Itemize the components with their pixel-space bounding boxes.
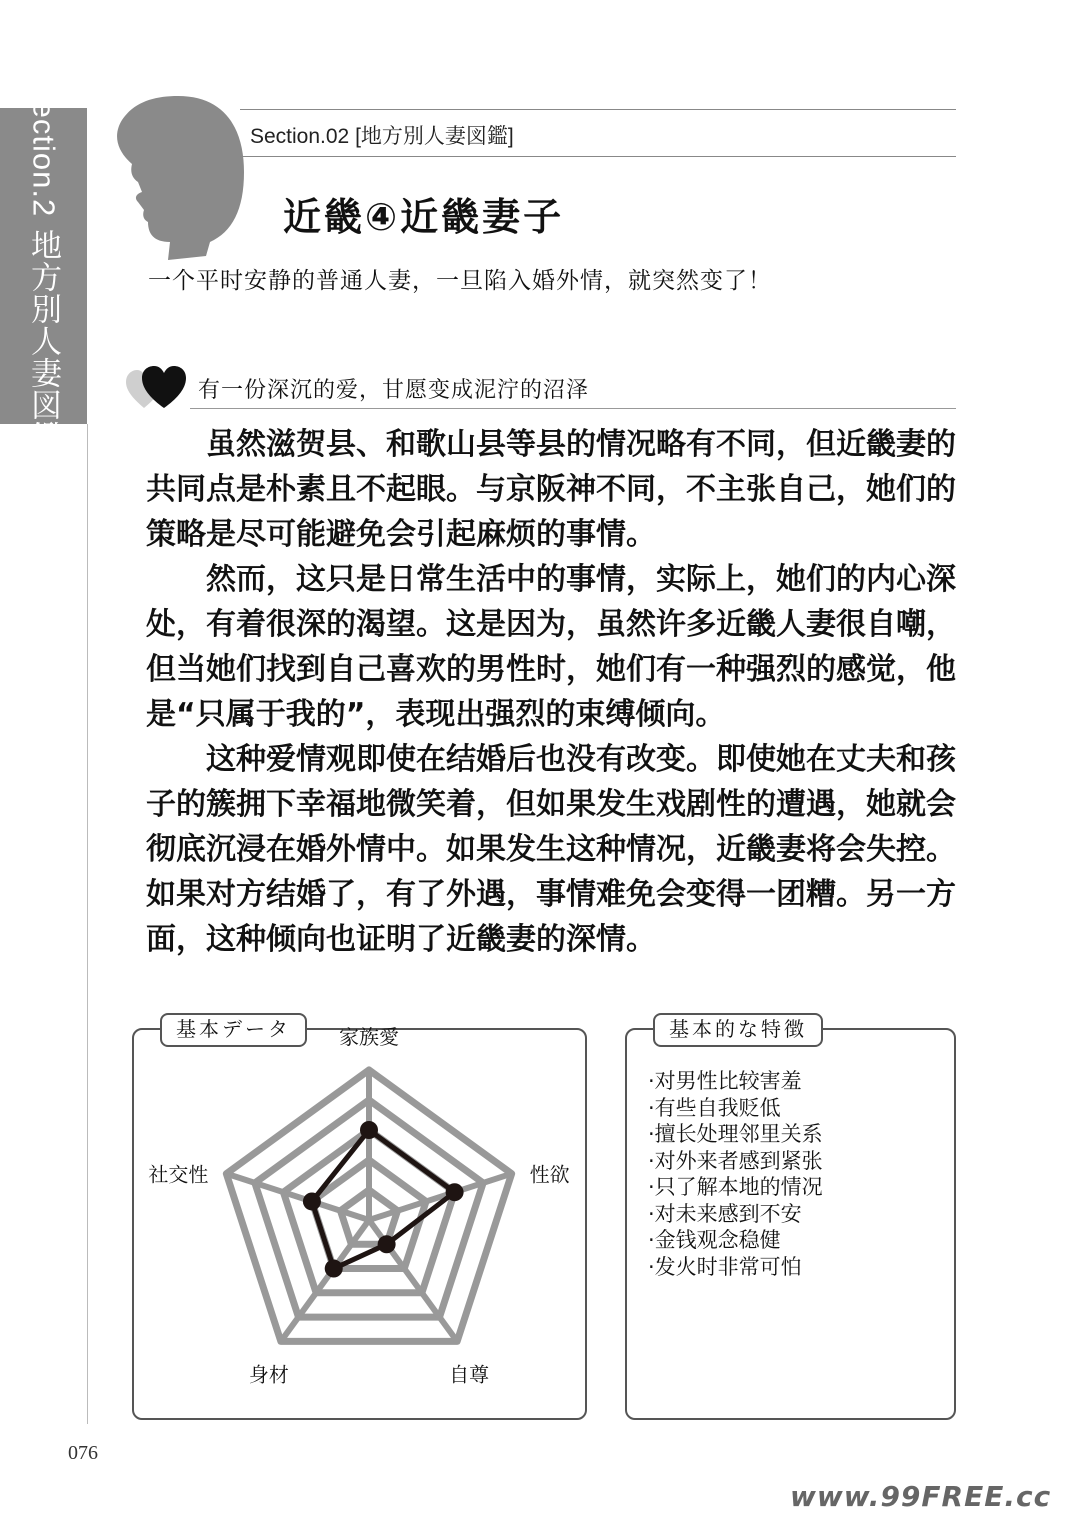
radar-data-point: [360, 1121, 378, 1139]
body-text: [146, 422, 964, 962]
feature-item: ·对男性比较害羞: [648, 1069, 802, 1093]
feature-item: ·发火时非常可怕: [648, 1254, 802, 1279]
radar-axis-label: 家族愛: [339, 1025, 399, 1049]
paragraph: 虽然滋贺县、和歌山县等县的情况略有不同，但近畿妻的共同点是朴素且不起眼。与京阪神不同，不主张自己，她们的策略是尽可能避免会引起麻烦的事情。: [146, 427, 956, 552]
margin-rule: [87, 424, 88, 1424]
radar-data-point: [325, 1260, 343, 1278]
header-rule-top: [240, 109, 956, 110]
page-title: 近畿④近畿妻子: [283, 195, 565, 239]
feature-item: ·擅长处理邻里关系: [648, 1122, 823, 1146]
side-tab-text: [0, 78, 87, 454]
radar-data-point: [378, 1235, 396, 1253]
hearts-icon: [124, 364, 188, 410]
radar-data-point: [303, 1192, 321, 1210]
page-number: 076: [68, 1442, 98, 1464]
feature-item: ·只了解本地的情况: [648, 1175, 823, 1199]
woman-silhouette-icon: [108, 92, 248, 262]
radar-axis-label: 社交性: [148, 1162, 209, 1187]
side-tab-title: 地方別人妻図鑑: [26, 229, 61, 454]
subheading: 有一份深沉的爱，甘愿变成泥泞的沼泽: [198, 378, 590, 403]
features-list: [648, 1068, 823, 1280]
subtitle: 一个平时安静的普通人妻，一旦陷入婚外情，就突然变了！: [148, 268, 772, 294]
feature-item: ·金钱观念稳健: [648, 1228, 781, 1252]
feature-item: ·对外来者感到紧张: [648, 1148, 823, 1173]
watermark: www.99FREE.cc: [790, 1480, 1052, 1513]
feature-item: ·对未来感到不安: [648, 1201, 802, 1226]
radar-axis-label: 自尊: [449, 1362, 490, 1387]
paragraph: 然而，这只是日常生活中的事情，实际上，她们的内心深处，有着很深的渴望。这是因为，虽然许多近畿人妻很自嘲，但当她们找到自己喜欢的男性时，她们有一种强烈的感觉，他是“只属于我的”，表现出强烈的束缚倾向。: [146, 562, 956, 732]
feature-item: ·有些自我贬低: [648, 1095, 781, 1120]
section-label: Section.02 [地方別人妻図鑑]: [250, 125, 514, 148]
features-label: 基本的な特徴: [653, 1013, 823, 1047]
header-rule-bottom: [240, 156, 956, 157]
paragraph: 这种爱情观即使在结婚后也没有改变。即使她在丈夫和孩子的簇拥下幸福地微笑着，但如果发生戏剧性的遭遇，她就会彻底沉浸在婚外情中。如果发生这种情况，近畿妻将会失控。如果对方结婚了，有了外遇，事情难免会变得一团糟。另一方面，这种倾向也证明了近畿妻的深情。: [146, 742, 956, 957]
basic-data-label: 基本データ: [160, 1013, 307, 1047]
subheading-rule: [190, 408, 956, 409]
radar-axis-label: 性欲: [529, 1162, 570, 1187]
radar-axis-label: 身材: [248, 1362, 289, 1387]
side-tab-series: Section.2: [26, 78, 62, 218]
radar-data-point: [446, 1183, 464, 1201]
section-side-tab: [0, 78, 87, 454]
